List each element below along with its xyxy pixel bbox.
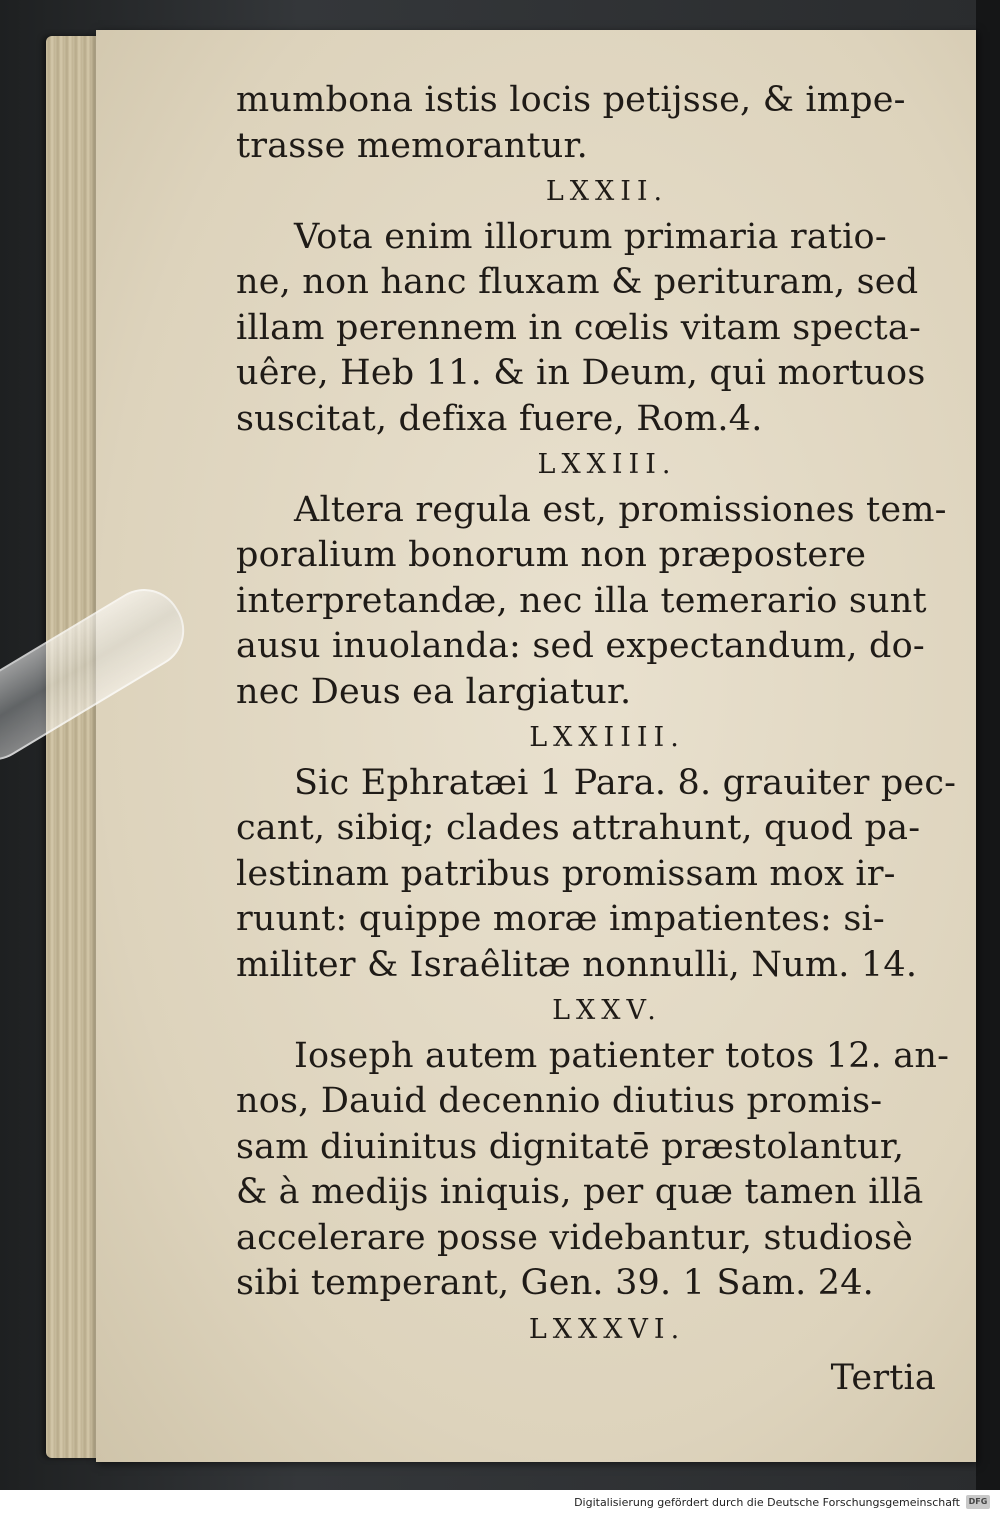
section-number: LXXIIII.: [529, 722, 685, 753]
scan-right-edge: [976, 0, 1000, 1490]
section-number: LXXV.: [552, 995, 662, 1026]
text-line: suscitat, defixa fuere, Rom.4.: [236, 398, 763, 439]
text-line: militer & Israêlitæ nonnulli, Num. 14.: [236, 944, 918, 985]
text-line: nos, Dauid decennio diutius promis-: [236, 1081, 883, 1121]
text-line: sibi temperant, Gen. 39. 1 Sam. 24.: [236, 1263, 875, 1303]
dfg-logo: DFG: [966, 1495, 990, 1509]
text-line: poralium bonorum non præpostere: [236, 535, 867, 575]
text-line: ruunt: quippe moræ impatientes: si-: [236, 899, 885, 939]
text-line: Ioseph autem patienter totos 12. an-: [294, 1035, 950, 1076]
text-line: mumbona istis locis petijsse, & impe-: [236, 80, 906, 120]
text-line: Altera regula est, promissiones tem-: [294, 489, 947, 530]
text-line: cant, sibiq; clades attrahunt, quod pa-: [236, 808, 921, 848]
text-line: nec Deus ea largiatur.: [236, 671, 632, 712]
text-line: illam perennem in cœlis vitam specta-: [236, 307, 922, 348]
text-line: trasse memorantur.: [236, 125, 588, 166]
text-line: & à medijs iniquis, per quæ tamen illā: [236, 1172, 924, 1212]
page-text-block: [236, 78, 956, 1402]
section-number: LXXIII.: [537, 449, 677, 480]
text-line: ne, non hanc fluxam & perituram, sed: [236, 262, 919, 302]
text-line: Sic Ephratæi 1 Para. 8. grauiter pec-: [294, 762, 957, 803]
text-line: uêre, Heb 11. & in Deum, qui mortuos: [236, 353, 926, 393]
footer-credit: Digitalisierung gefördert durch die Deutsche Forschungsgemeinschaft: [574, 1496, 960, 1509]
section-number: LXXXVI.: [528, 1313, 686, 1345]
text-line: sam diuinitus dignitatē præstolantur,: [236, 1126, 905, 1167]
text-line: lestinam patribus promissam mox ir-: [236, 853, 896, 894]
catchword: Tertia: [830, 1358, 936, 1398]
text-line: interpretandæ, nec illa temerario sunt: [236, 580, 927, 621]
footer-bar: [0, 1490, 1000, 1516]
text-line: accelerare posse videbantur, studiosè: [236, 1217, 914, 1258]
section-number: LXXII.: [545, 176, 669, 207]
text-line: ausu inuolanda: sed expectandum, do-: [236, 626, 925, 666]
text-line: Vota enim illorum primaria ratio-: [294, 216, 887, 257]
